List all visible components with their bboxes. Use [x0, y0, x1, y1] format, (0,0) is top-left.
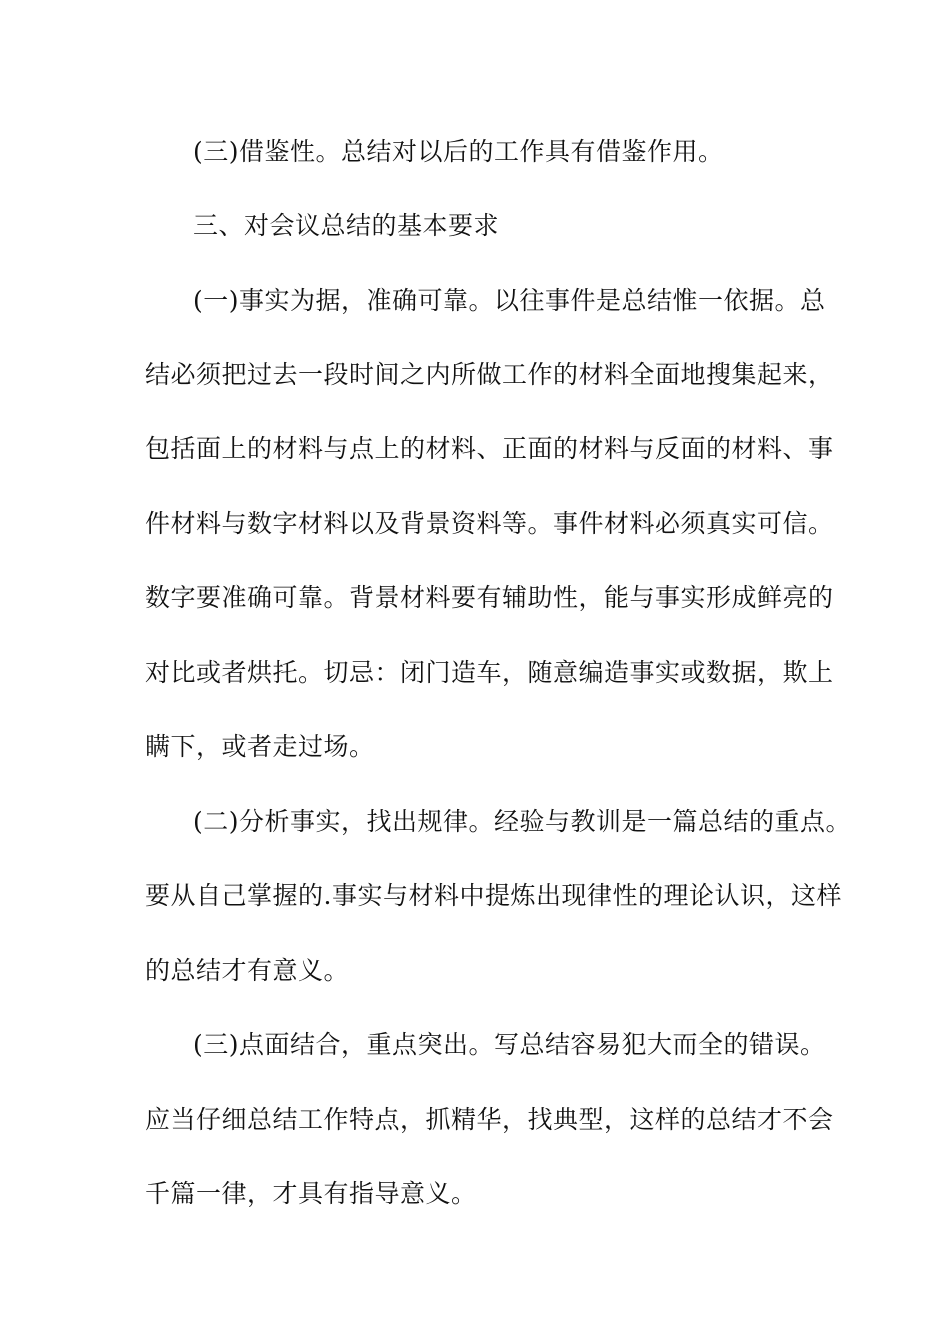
paragraph-line: 应当仔细总结工作特点，抓精华，找典型，这样的总结才不会 [145, 1105, 834, 1134]
paragraph-line: (三)借鉴性。总结对以后的工作具有借鉴作用。 [193, 137, 724, 166]
paragraph-line: (二)分析事实，找出规律。经验与教训是一篇总结的重点。 [193, 807, 852, 836]
paragraph-line: 对比或者烘托。切忌：闭门造车，随意编造事实或数据，欺上 [145, 658, 834, 687]
paragraph-line: 包括面上的材料与点上的材料、正面的材料与反面的材料、事 [145, 434, 834, 463]
paragraph-line: (三)点面结合，重点突出。写总结容易犯大而全的错误。 [193, 1030, 826, 1059]
paragraph-line: 瞒下，或者走过场。 [145, 732, 375, 761]
paragraph-line: 千篇一律，才具有指导意义。 [145, 1179, 477, 1208]
paragraph-line: 结必须把过去一段时间之内所做工作的材料全面地搜集起来， [145, 360, 834, 389]
paragraph-line: 数字要准确可靠。背景材料要有辅助性，能与事实形成鲜亮的 [145, 583, 834, 612]
paragraph-line: 要从自己掌握的.事实与材料中提炼出现律性的理论认识，这样 [145, 881, 842, 910]
paragraph-line: (一)事实为据，准确可靠。以往事件是总结惟一依据。总 [193, 286, 826, 315]
paragraph-line: 的总结才有意义。 [145, 956, 350, 985]
section-heading: 三、对会议总结的基本要求 [193, 211, 500, 240]
paragraph-line: 件材料与数字材料以及背景资料等。事件材料必须真实可信。 [145, 509, 834, 538]
